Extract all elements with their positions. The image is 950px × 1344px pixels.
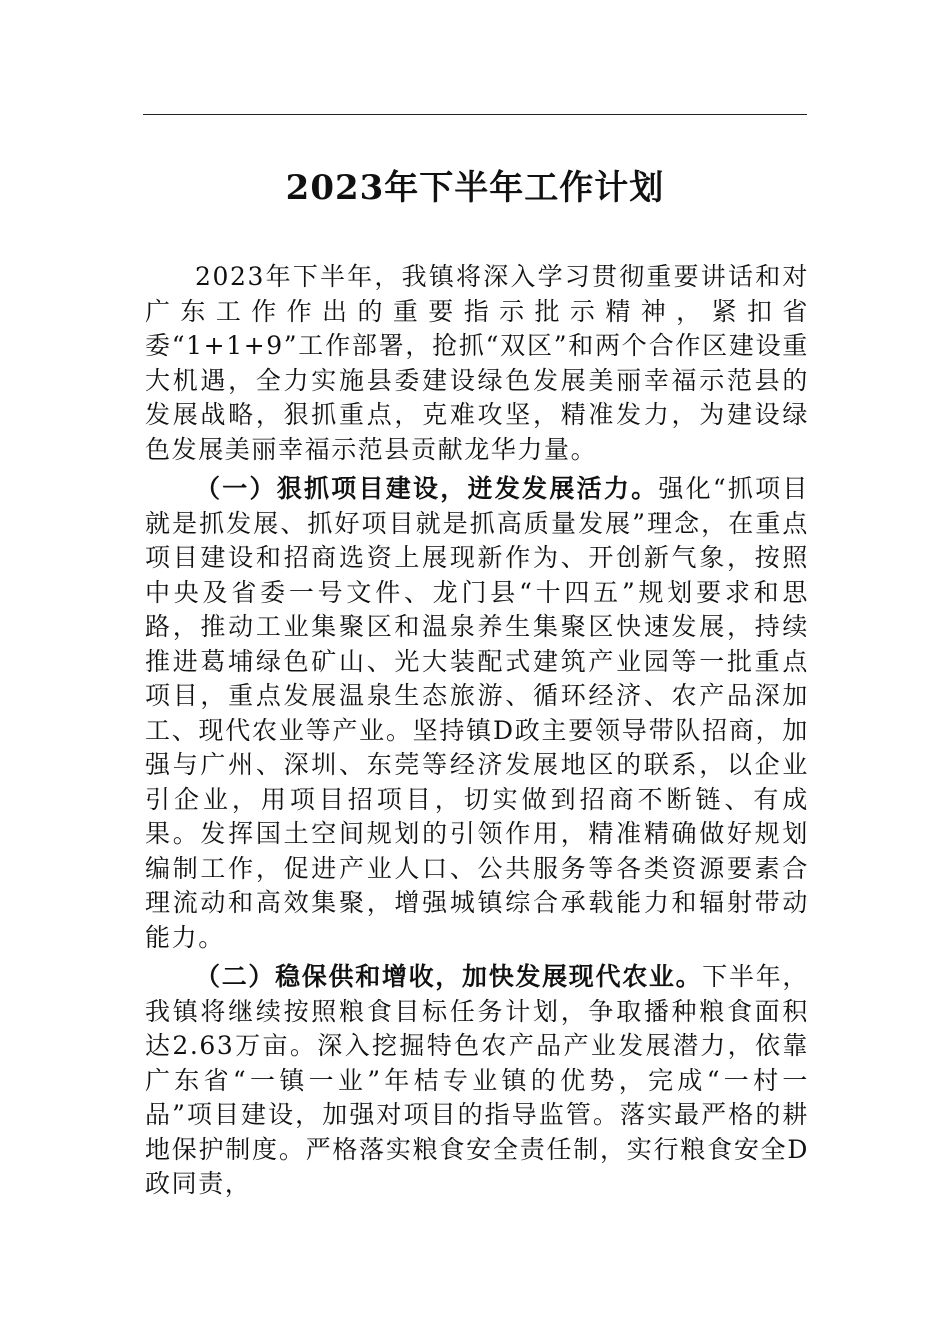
document-title: 2023年下半年工作计划 (285, 168, 665, 208)
paragraph-modern-agriculture (145, 960, 809, 1202)
paragraph-text: 强化“抓项目就是抓发展、抓好项目就是抓高质量发展”理念，在重点项目建设和招商选资上展现新作为、开创新气象，按照中央及省委一号文件、龙门县“十四五”规划要求和思路，推动工业集聚区和温泉养生集聚区快速发展，持续推进葛埔绿色矿山、光大装配式建筑产业园等一批重点项目，重点发展温泉生态旅游、循环经济、农产品深加工、现代农业等产业。坚持镇D政主要领导带队招商，加强与广州、深圳、东莞等经济发展地区的联系，以企业引企业，用项目招项目，切实做到招商不断链、有成果。发挥国土空间规划的引领作用，精准精确做好规划编制工作，促进产业人口、公共服务等各类资源要素合理流动和高效集聚，增强城镇综合承载能力和辐射带动能力。 (145, 474, 809, 952)
paragraph-project-construction (145, 472, 809, 955)
paragraph-text: 下半年，我镇将继续按照粮食目标任务计划，争取播种粮食面积达2.63万亩。深入挖掘特色农产品产业发展潜力，依靠广东省“一镇一业”年桔专业镇的优势，完成“一村一品”项目建设，加强对项目的指导监管。落实最严格的耕地保护制度。严格落实粮食安全责任制，实行粮食安全D政同责， (145, 962, 809, 1198)
header-rule (143, 114, 807, 115)
paragraph-text: 2023年下半年，我镇将深入学习贯彻重要讲话和对广东工作作出的重要指示批示精神，紧扣省委“1+1+9”工作部署，抢抓“双区”和两个合作区建设重大机遇，全力实施县委建设绿色发展美丽幸福示范县的发展战略，狠抓重点，克难攻坚，精准发力，为建设绿色发展美丽幸福示范县贡献龙华力量。 (145, 262, 809, 464)
paragraph-intro (145, 260, 809, 467)
paragraph-heading: （一）狠抓项目建设，迸发发展活力。 (195, 474, 659, 503)
paragraph-heading: （二）稳保供和增收，加快发展现代农业。 (195, 962, 703, 991)
document-body (145, 260, 809, 1207)
